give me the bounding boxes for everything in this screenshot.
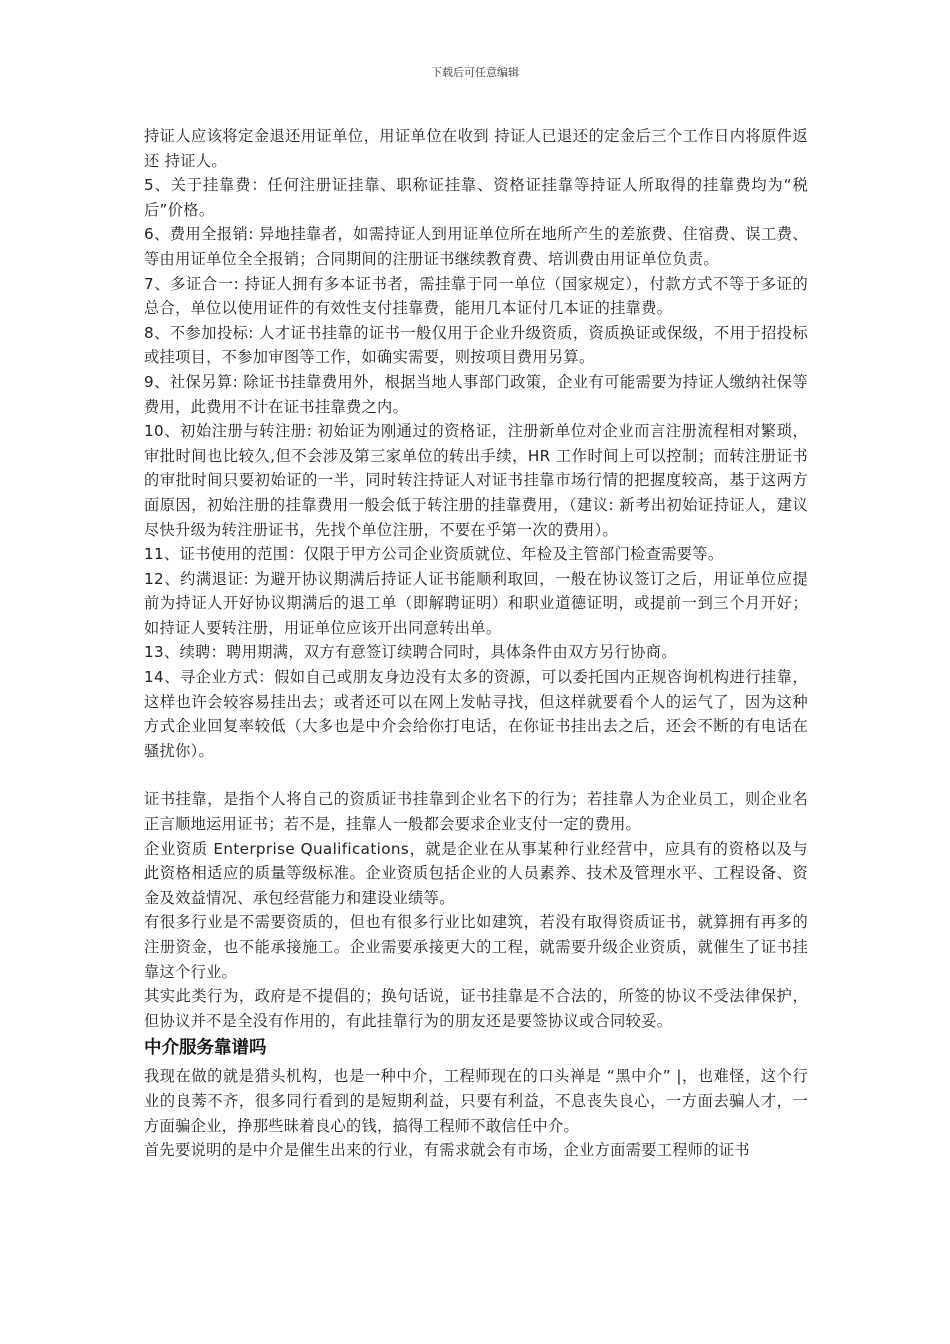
- document-body: [144, 124, 808, 1163]
- terms-section: [144, 124, 808, 763]
- paragraph: 11、证书使用的范围：仅限于甲方公司企业资质就位、年检及主管部门检查需要等。: [144, 545, 724, 564]
- paragraph: 其实此类行为，政府是不提倡的；换句话说，证书挂靠是不合法的，所签的协议不受法律保护，但协议并不是全没有作用的，有此挂靠行为的朋友还是要签协议或合同较妥。: [144, 987, 808, 1030]
- page-header: 下载后可任意编辑: [431, 66, 519, 79]
- blank-line: [144, 763, 808, 787]
- paragraph: 13、续聘：聘用期满，双方有意签订续聘合同时，具体条件由双方另行协商。: [144, 643, 677, 662]
- paragraph: 12、约满退证: 为避开协议期满后持证人证书能顺利取回，一般在协议签订之后，用证单位应提前为持证人开好协议期满后的退工单（即解聘证明）和职业道德证明，或提前一到三个月开好；如持证人要转注册，用证单位应该开出同意转出单。: [144, 569, 808, 637]
- agency-section: [144, 1064, 808, 1162]
- paragraph: 有很多行业是不需要资质的，但也有很多行业比如建筑，若没有取得资质证书，就算拥有再多的注册资金，也不能承接施工。企业需要承接更大的工程，就需要升级企业资质，就催生了证书挂靠这个行业。: [144, 913, 808, 981]
- paragraph: 7、多证合一: 持证人拥有多本证书者，需挂靠于同一单位（国家规定），付款方式不等于多证的总合，单位以使用证件的有效性支付挂靠费，能用几本证付几本证的挂靠费。: [144, 274, 808, 318]
- paragraph: 持证人应该将定金退还用证单位，用证单位在收到 持证人已退还的定金后三个工作日内将原件返还 持证人。: [144, 127, 808, 170]
- paragraph: 证书挂靠，是指个人将自己的资质证书挂靠到企业名下的行为；若挂靠人为企业员工，则企业名正言顺地运用证书；若不是，挂靠人一般都会要求企业支付一定的费用。: [144, 790, 808, 834]
- paragraph: 企业资质 Enterprise Qualifications，就是企业在从事某种行业经营中，应具有的资格以及与此资格相适应的质量等级标准。企业资质包括企业的人员素养、技术及管理水平、工程设备、资金及效益情况、承包经营能力和建设业绩等。: [144, 839, 808, 907]
- paragraph: 6、费用全报销: 异地挂靠者，如需持证人到用证单位所在地所产生的差旅费、住宿费、误工费、等由用证单位全全报销；合同期间的注册证书继续教育费、培训费由用证单位负责。: [144, 225, 808, 268]
- paragraph: 5、关于挂靠费：任何注册证挂靠、职称证挂靠、资格证挂靠等持证人所取得的挂靠费均为“税后”价格。: [144, 176, 808, 219]
- definition-section: [144, 787, 808, 1033]
- section-heading: 中介服务靠谱吗: [144, 1038, 267, 1059]
- paragraph: 14、寻企业方式：假如自己或朋友身边没有太多的资源，可以委托国内正规咨询机构进行挂靠，这样也许会较容易挂出去；或者还可以在网上发帖寻找，但这样就要看个人的运气了，因为这种方式企业回复率较低（大多也是中介会给你打电话，在你证书挂出去之后，还会不断的有电话在骚扰你）。: [144, 668, 808, 760]
- paragraph: 10、初始注册与转注册: 初始证为刚通过的资格证，注册新单位对企业而言注册流程相对繁琐，审批时间也比较久,但不会涉及第三家单位的转出手续，HR 工作时间上可以控制；而转注册证书的审批时间只要初始证的一半，同时转注持证人对证书挂靠市场行情的把握度较高，基于这两方面原因，初始注册的挂靠费用一般会低于转注册的挂靠费用，（建议: 新考出初始证持证人，建议尽快升级为转注册证书，先找个单位注册，不要在乎第一次的费用）。: [144, 422, 808, 539]
- paragraph: 我现在做的就是猎头机构，也是一种中介，工程师现在的口头禅是 “黑中介” |，也难怪，这个行业的良莠不齐，很多同行看到的是短期利益，只要有利益，不息丧失良心，一方面去骗人才，一方面骗企业，挣那些昧着良心的钱，搞得工程师不敢信任中介。: [144, 1067, 808, 1135]
- paragraph: 首先要说明的是中介是催生出来的行业，有需求就会有市场，企业方面需要工程师的证书: [144, 1141, 750, 1160]
- paragraph: 9、社保另算: 除证书挂靠费用外，根据当地人事部门政策，企业有可能需要为持证人缴纳社保等费用，此费用不计在证书挂靠费之内。: [144, 372, 808, 416]
- paragraph: 8、不参加投标: 人才证书挂靠的证书一般仅用于企业升级资质，资质换证或保级，不用于招投标或挂项目，不参加审图等工作，如确实需要，则按项目费用另算。: [144, 323, 808, 367]
